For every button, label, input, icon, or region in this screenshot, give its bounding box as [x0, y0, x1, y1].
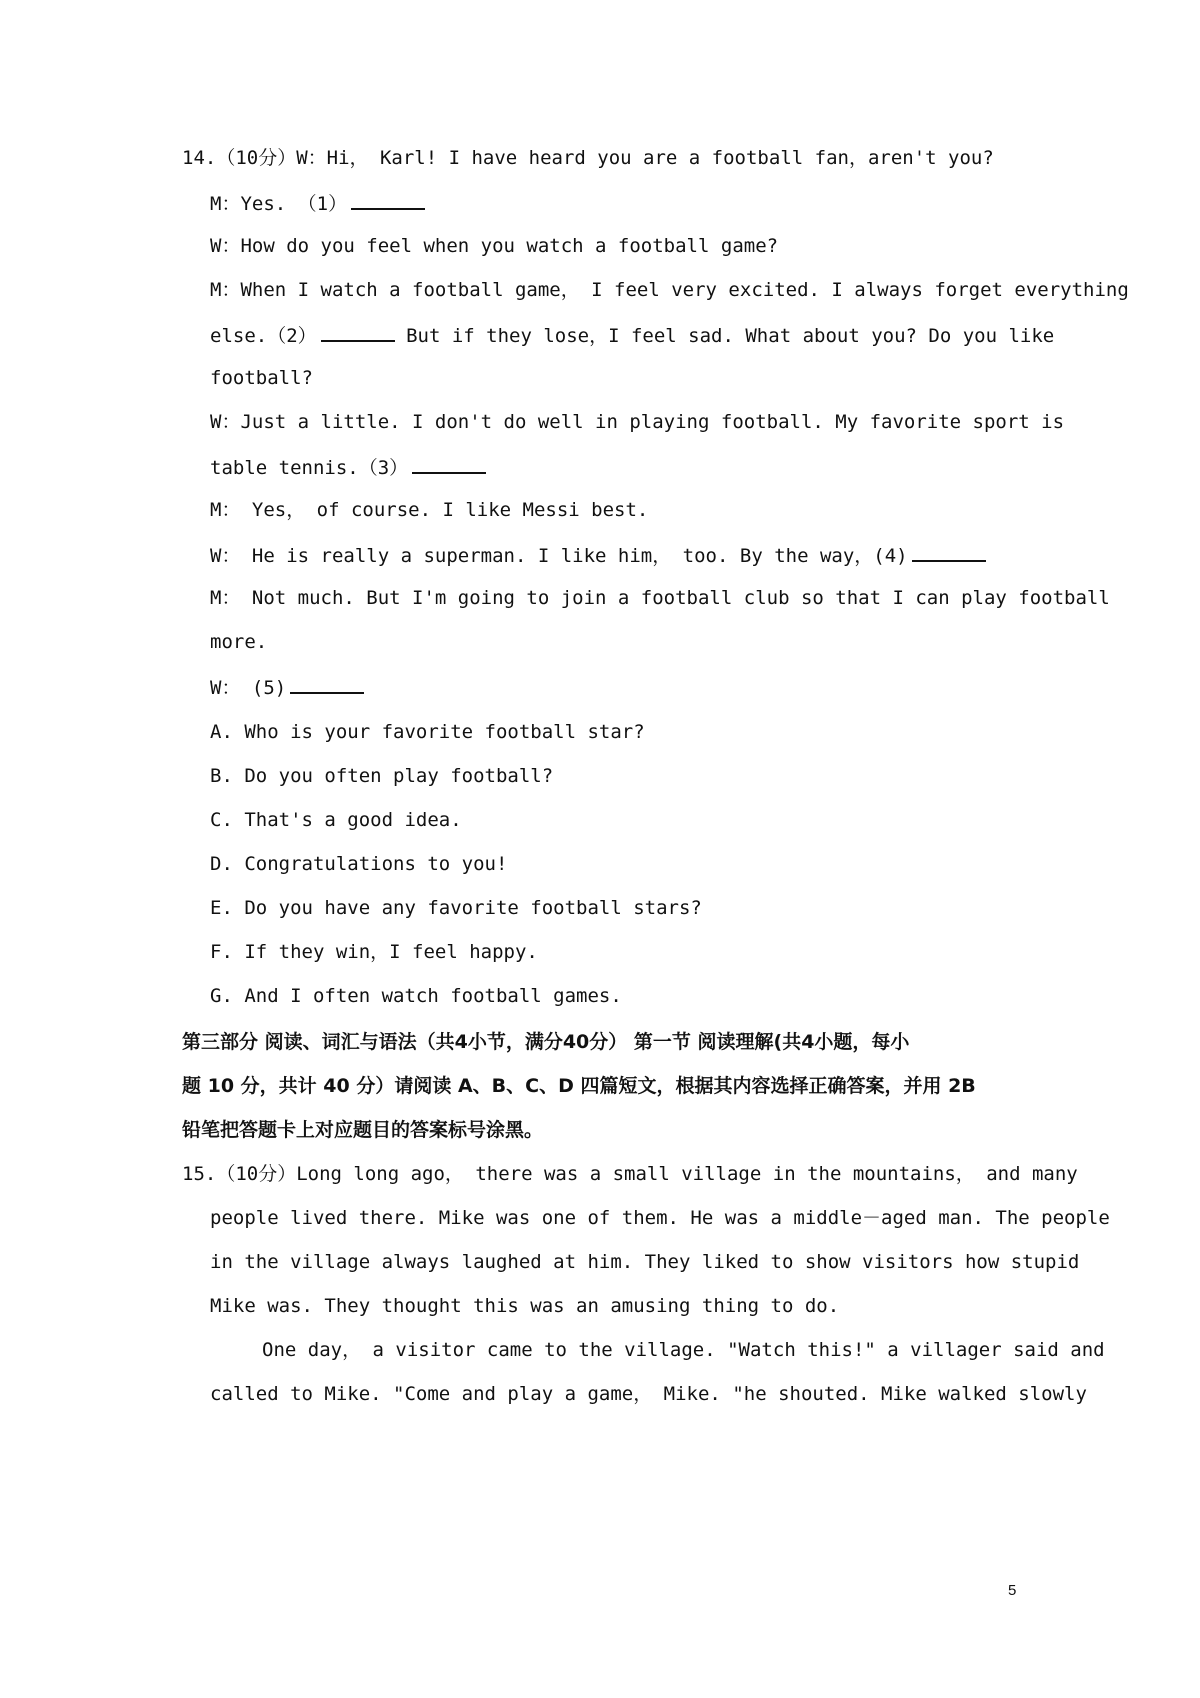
dialogue-line: M： Not much. But I'm going to join a football club so that I can play football [210, 587, 1110, 609]
page-number: 5 [1008, 1582, 1017, 1599]
passage-line: in the village always laughed at him. They liked to show visitors how stupid [210, 1251, 1080, 1273]
option-a: A. Who is your favorite football star? [210, 721, 645, 743]
dialogue-line: more. [210, 631, 268, 653]
passage-line: people lived there. Mike was one of them. He was a middle－aged man. The people [210, 1207, 1110, 1229]
dialogue-line: W：How do you feel when you watch a football game? [210, 235, 779, 257]
answer-blank-1[interactable] [351, 190, 425, 210]
answer-blank-5[interactable] [290, 674, 364, 694]
option-e: E. Do you have any favorite football stars? [210, 897, 702, 919]
section-heading-line: 第三部分 阅读、词汇与语法（共4小节，满分40分） 第一节 阅读理解(共4小题，每小 [182, 1031, 910, 1053]
q15-header: 15.（10分）Long long ago， there was a small village in the mountains， and many [182, 1163, 1078, 1185]
passage-line: One day， a visitor came to the village. "Watch this!" a villager said and [262, 1339, 1105, 1361]
option-g: G. And I often watch football games. [210, 985, 622, 1007]
option-d: D. Congratulations to you! [210, 853, 508, 875]
q14-header: 14.（10分）W：Hi， Karl! I have heard you are a football fan，aren't you? [182, 147, 994, 169]
dialogue-line: M： Yes， of course. I like Messi best. [210, 499, 649, 521]
dialogue-line: else.（2） But if they lose，I feel sad. What about you? Do you like [210, 322, 1054, 348]
section-heading-line: 题 10 分，共计 40 分）请阅读 A、B、C、D 四篇短文，根据其内容选择正确答案，并用 2B [182, 1075, 976, 1097]
option-c: C. That's a good idea. [210, 809, 462, 831]
dialogue-line: W：Just a little. I don't do well in playing football. My favorite sport is [210, 411, 1065, 433]
section-heading-line: 铅笔把答题卡上对应题目的答案标号涂黑。 [182, 1119, 544, 1141]
answer-blank-2[interactable] [321, 322, 395, 342]
dialogue-line: W： He is really a superman. I like him， too. By the way，(4) [210, 542, 986, 568]
dialogue-line: M：When I watch a football game， I feel very excited. I always forget everything [210, 279, 1129, 301]
dialogue-line: W： (5) [210, 674, 364, 700]
dialogue-line: football? [210, 367, 313, 389]
option-f: F. If they win，I feel happy. [210, 941, 538, 963]
dialogue-line: table tennis.（3） [210, 454, 486, 480]
option-b: B. Do you often play football? [210, 765, 554, 787]
passage-line: Mike was. They thought this was an amusing thing to do. [210, 1295, 840, 1317]
answer-blank-4[interactable] [912, 542, 986, 562]
dialogue-line: M：Yes. （1） [210, 190, 425, 216]
answer-blank-3[interactable] [412, 454, 486, 474]
passage-line: called to Mike. "Come and play a game， Mike. "he shouted. Mike walked slowly [210, 1383, 1087, 1405]
